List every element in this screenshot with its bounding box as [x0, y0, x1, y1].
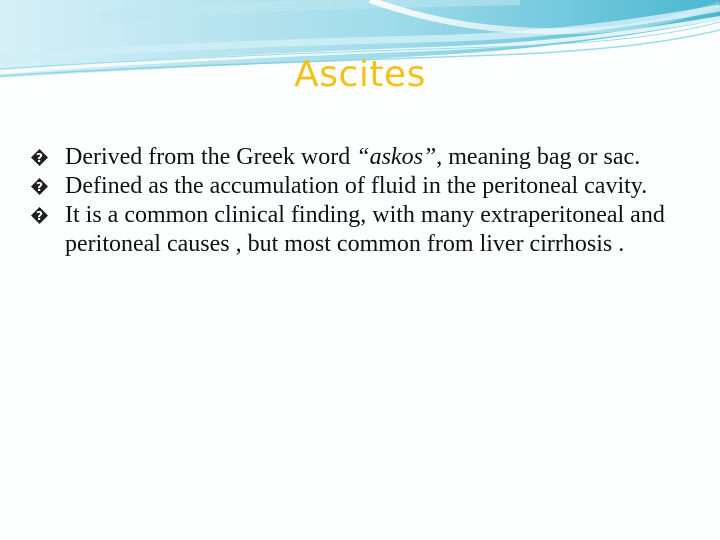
bullet-text-2: Defined as the accumulation of fluid in the peritoneal cavity.	[65, 173, 648, 199]
bullet-text-3: It is a common clinical finding, with many extraperitoneal and peritoneal causes , but most common from liver cirrhosis .	[65, 202, 665, 257]
slide-title: Ascites	[294, 54, 426, 95]
svg-text:?: ?	[36, 151, 43, 165]
svg-text:?: ?	[36, 180, 43, 194]
bullet-list	[30, 143, 690, 259]
bullet-text-1-after: , meaning bag or sac.	[436, 144, 641, 170]
bullet-text-1-before: Derived from the Greek word	[65, 144, 357, 170]
unknown-glyph-bullet-icon	[30, 206, 49, 225]
bullet-item-1	[30, 143, 690, 172]
bullet-item-2	[30, 172, 690, 201]
bullet-item-3	[30, 201, 690, 259]
bullet-text-1-italic: “askos”	[356, 144, 437, 170]
svg-text:?: ?	[36, 209, 43, 223]
unknown-glyph-bullet-icon	[30, 148, 49, 167]
unknown-glyph-bullet-icon	[30, 177, 49, 196]
